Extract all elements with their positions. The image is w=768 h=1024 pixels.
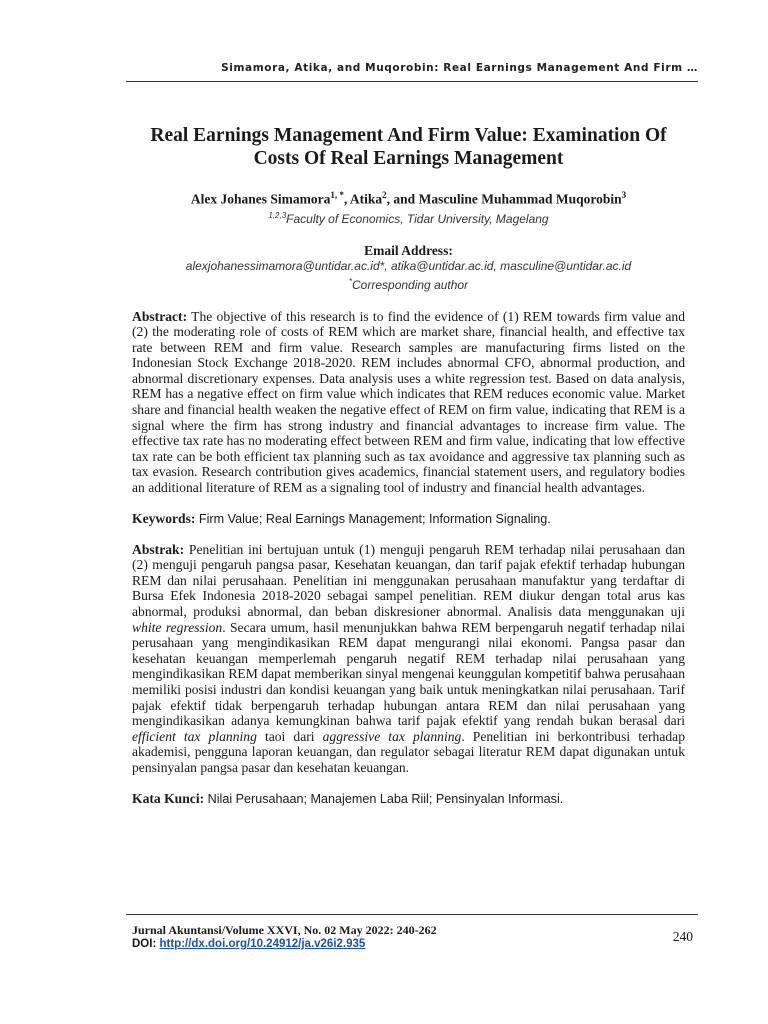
keywords-text: Firm Value; Real Earnings Management; Information Signaling. [195, 511, 551, 526]
abstrak-italic-2: efficient tax planning [132, 728, 257, 744]
affiliation-text: Faculty of Economics, Tidar University, Magelang [286, 211, 549, 226]
keywords [132, 511, 685, 527]
footer-doi [132, 938, 365, 950]
abstract-text: The objective of this research is to find the evidence of (1) REM towards firm value and (2) the moderating role of costs of REM which are market share, financial health, and effective tax rate between REM and firm value. Research samples are manufacturing firms listed on the Indonesian Stock Exchange 2018-2020. REM includes abnormal CFO, abnormal production, and abnormal discretionary expenses. Data analysis uses a white regression test. Based on data analysis, REM has a negative effect on firm value which indicates that REM reduces economic value. Market share and financial health weaken the negative effect of REM on firm value, indicating that REM is a signal where the firm has strong industry and financial advantages to increase firm value. The effective tax rate has no moderating effect between REM and firm value, indicating that low effective tax rate can be both efficient tax planning such as tax avoidance and aggressive tax planning such as tax evasion. Research contribution gives academics, financial statement users, and regulatory bodies an additional literature of REM as a signaling tool of industry and financial health advantages. [132, 308, 685, 496]
abstrak-text-1: Penelitian ini bertujuan untuk (1) menguji pengaruh REM terhadap nilai perusahaan dan (2) menguji pengaruh pangsa pasar, Kesehatan keuangan, dan tarif pajak efektif terhadap hubungan REM dan nilai perusahaan. Penelitian ini menggunakan perusahaan manufaktur yang terdaftar di Bursa Efek Indonesia 2018-2020 sebagai sampel penelitian. REM diukur dengan total arus kas abnormal, produksi abnormal, dan beban diskresioner abnormal. Analisis data menggunakan uji [132, 541, 685, 619]
abstrak-text-4: . Penelitian ini berkontribusi terhadap akademisi, pengguna laporan keuangan, dan regulator sebagai literatur REM dapat digunakan untuk pensinyalan pangsa pasar dan kesehatan keuangan. [132, 728, 685, 775]
doi-link[interactable]: http://dx.doi.org/10.24912/ja.v26i2.935 [159, 938, 366, 950]
corresponding-text: Corresponding author [352, 277, 469, 292]
author-3-sup: 3 [621, 190, 627, 200]
article-body [132, 124, 685, 807]
author-sep-2: , and [386, 191, 419, 207]
abstract-label: Abstract: [132, 308, 188, 324]
author-2: Atika [349, 191, 383, 207]
author-1: Alex Johanes Simamora [190, 191, 331, 207]
kata-kunci-label: Kata Kunci: [132, 790, 205, 806]
email-list: alexjohanessimamora@untidar.ac.id*, atika@untidar.ac.id, masculine@untidar.ac.id [185, 258, 632, 273]
kata-kunci-text: Nilai Perusahaan; Manajemen Laba Riil; Pensinyalan Informasi. [204, 791, 564, 806]
title-line-2: Costs Of Real Earnings Management [253, 148, 564, 169]
abstrak-text-2: . Secara umum, hasil menunjukkan bahwa REM berpengaruh negatif terhadap nilai perusahaan yang mengindikasikan REM dapat mengurangi nilai ekonomi. Pangsa pasar dan kesehatan keuangan memperlemah pengaruh negatif REM terhadap nilai perusahaan yang mengindikasikan REM dapat memberikan sinyal mengenai keunggulan kompetitif bahwa perusahaan memiliki posisi industri dan kondisi keuangan yang baik untuk meningkatkan nilai perusahaan. Tarif pajak efektif tidak berpengaruh terhadap hubungan antara REM dan nilai perusahaan yang mengindikasikan adanya kemungkinan bahwa tarif pajak efektif yang rendah bukan berasal dari [132, 619, 685, 729]
abstrak-italic-3: aggressive tax planning [322, 728, 462, 744]
footer-journal: Jurnal Akuntansi/Volume XXVI, No. 02 May 2022: 240-262 [132, 923, 437, 937]
author-sep-1: , [343, 191, 350, 207]
abstrak-text-3: taoi dari [256, 728, 323, 744]
author-3: Masculine Muhammad Muqorobin [418, 191, 622, 207]
page-number: 240 [672, 929, 693, 944]
abstrak-label: Abstrak: [132, 541, 185, 557]
kata-kunci [132, 791, 685, 807]
affiliation [132, 208, 685, 227]
corresponding-sup: * [348, 276, 353, 286]
header-divider [126, 81, 698, 82]
author-1-sup: 1, * [330, 190, 344, 200]
abstrak-italic-1: white regression [132, 619, 223, 635]
doi-label: DOI: [132, 938, 160, 950]
abstrak [132, 542, 685, 776]
abstract [132, 309, 685, 496]
email-label: Email Address: [364, 242, 453, 258]
running-header: Simamora, Atika, and Muqorobin: Real Earnings Management And Firm … [221, 62, 698, 74]
author-2-sup: 2 [382, 190, 387, 200]
title-line-1: Real Earnings Management And Firm Value: Examination Of [150, 125, 667, 146]
keywords-label: Keywords: [132, 510, 196, 526]
article-title [132, 124, 685, 170]
author-list [132, 187, 685, 208]
affiliation-sup: 1,2,3 [268, 210, 287, 220]
corresponding-author [132, 274, 685, 293]
footer-divider [126, 914, 698, 915]
